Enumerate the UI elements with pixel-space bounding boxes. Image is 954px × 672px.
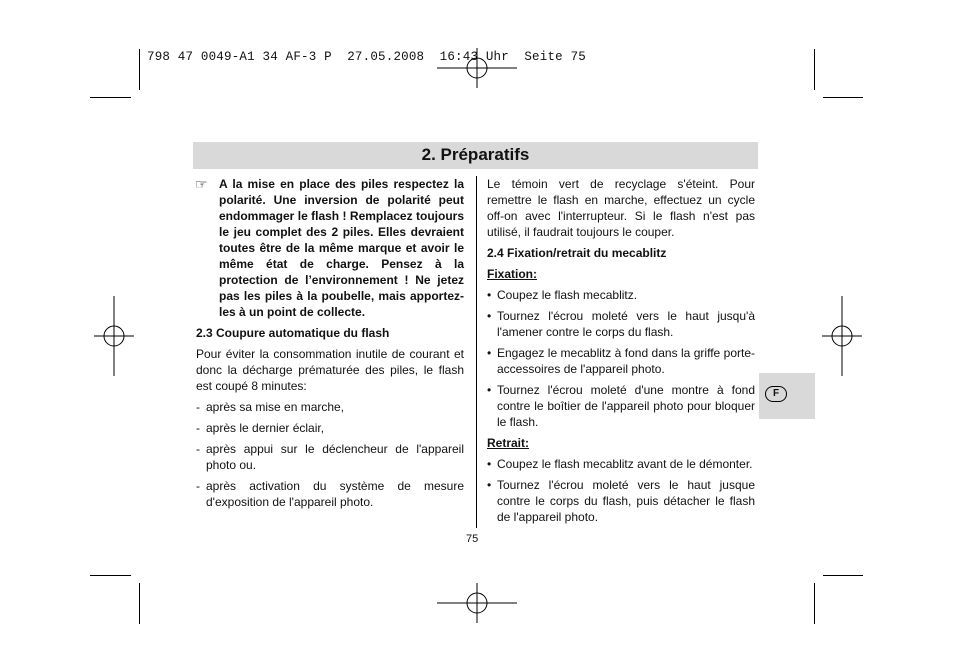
crop-mark bbox=[90, 97, 131, 98]
language-tab bbox=[759, 373, 815, 419]
list-item: - après activation du système de mesure d'exposition de l'appareil photo. bbox=[196, 479, 464, 509]
right-column bbox=[487, 176, 755, 525]
page-number: 75 bbox=[466, 533, 479, 545]
print-header: 798 47 0049-A1 34 AF-3 P 27.05.2008 16:43 Uhr Seite 75 bbox=[147, 50, 586, 64]
crop-mark bbox=[823, 575, 863, 576]
list-item: • Engagez le mecablitz à fond dans la griffe porte-accessoires de l'appareil photo. bbox=[487, 346, 755, 376]
registration-mark-icon bbox=[822, 296, 862, 376]
column-divider bbox=[476, 176, 477, 528]
list-item: • Coupez le flash mecablitz. bbox=[487, 288, 638, 302]
section-title-bar bbox=[193, 142, 758, 169]
note-text: A la mise en place des piles respectez la polarité. Une inversion de polarité peut endommager le flash ! Remplacez toujours le jeu complet des 2 piles. Elles devraient toutes être de la même marque et avoir le même état de charge. Pensez à la protection de l’environnement ! Ne jetez pas les piles à la poubelle, mais apportez-les à un point de collecte. bbox=[219, 177, 464, 319]
crop-mark bbox=[814, 583, 815, 624]
crop-mark bbox=[139, 49, 140, 90]
list-item: - après appui sur le déclencheur de l'appareil photo ou. bbox=[196, 442, 464, 472]
crop-mark bbox=[90, 575, 131, 576]
crop-mark bbox=[814, 49, 815, 90]
registration-mark-icon bbox=[94, 296, 134, 376]
section-heading-2-4: 2.4 Fixation/retrait du mecablitz bbox=[487, 246, 667, 260]
left-column bbox=[196, 176, 464, 510]
section-title: 2. Préparatifs bbox=[421, 145, 530, 164]
language-tab-label: F bbox=[765, 386, 787, 402]
list-item: • Coupez le flash mecablitz avant de le démonter. bbox=[487, 457, 753, 471]
pointing-hand-icon: ☞ bbox=[195, 176, 208, 192]
list-item: • Tournez l'écrou moleté vers le haut jusqu'à l'amener contre le corps du flash. bbox=[487, 309, 755, 339]
section-heading-2-3: 2.3 Coupure automatique du flash bbox=[196, 326, 390, 340]
list-item: - après le dernier éclair, bbox=[196, 421, 325, 435]
list-item: • Tournez l'écrou moleté vers le haut jusque contre le corps du flash, puis détacher le flash de l'appareil photo. bbox=[487, 478, 755, 524]
registration-mark-icon bbox=[437, 48, 517, 88]
auto-off-intro: Pour éviter la consommation inutile de courant et donc la décharge prématurée des piles, le flash est coupé 8 minutes: bbox=[196, 347, 464, 393]
registration-mark-icon bbox=[437, 583, 517, 623]
recycle-intro: Le témoin vert de recyclage s'éteint. Pour remettre le flash en marche, effectuez un cycle off-on avec l'interrupteur. Si le flash n'est pas utilisé, il faudrait toujours le couper. bbox=[487, 177, 755, 239]
battery-note bbox=[196, 176, 464, 320]
list-item: • Tournez l'écrou moleté d'une montre à fond contre le boîtier de l'appareil photo pour bloquer le flash. bbox=[487, 383, 755, 429]
crop-mark bbox=[823, 97, 863, 98]
crop-mark bbox=[139, 583, 140, 624]
fixation-label: Fixation: bbox=[487, 267, 537, 281]
retrait-label: Retrait: bbox=[487, 436, 530, 450]
list-item: - après sa mise en marche, bbox=[196, 400, 345, 414]
